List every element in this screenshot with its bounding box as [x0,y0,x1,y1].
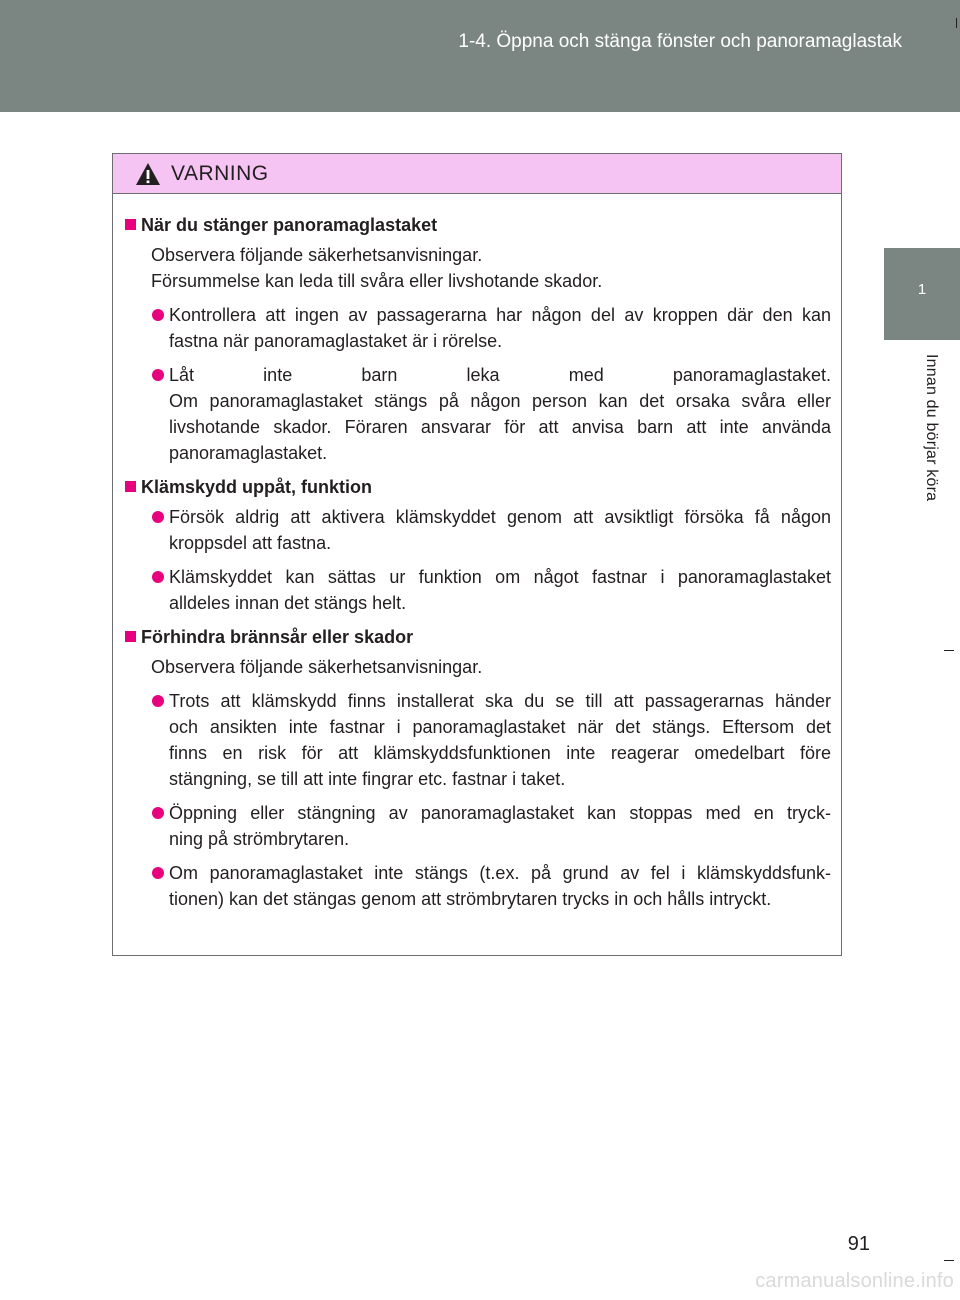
page-number: 91 [847,1233,870,1255]
bullet-line: Om panoramaglastaket inte stängs (t.ex. på grund av fel i klämskyddsfunk- [169,863,831,883]
warning-title: VARNING [171,162,269,185]
bullet-item [125,800,831,852]
warning-body [113,194,841,912]
chapter-title: 1-4. Öppna och stänga fönster och panoramaglastak [458,31,902,52]
section-intro [125,654,831,680]
bullet-line: och ansikten inte fastnar i panoramaglastaket när det stängs. Eftersom det [169,717,831,737]
intro-line: Försummelse kan leda till svåra eller livshotande skador. [151,271,603,291]
warning-triangle-icon [135,162,161,186]
bullet-item [125,302,831,354]
section-intro [125,242,831,294]
round-bullet-icon [152,511,164,523]
bullet-line: kroppsdel att fastna. [169,533,332,553]
crop-mark [944,1260,954,1261]
bullet-line: alldeles innan det stängs helt. [169,593,407,613]
bullet-line: Låt inte barn leka med panoramaglastaket. [169,365,831,385]
bullet-line: Klämskyddet kan sättas ur funktion om något fastnar i panoramaglastaket [169,567,831,587]
header-band [0,0,960,112]
bullet-item [125,362,831,466]
bullet-line: Kontrollera att ingen av passagerarna har någon del av kroppen där den kan [169,305,831,325]
round-bullet-icon [152,309,164,321]
warning-header [113,154,841,194]
side-tab-label: Innan du börjar köra [923,354,940,502]
section-title-text: När du stänger panoramaglastaket [141,215,438,235]
bullet-line: stängning, se till att inte fingrar etc. fastnar i taket. [169,769,566,789]
bullet-line: panoramaglastaket. [169,443,328,463]
bullet-line: livshotande skador. Föraren ansvarar för att anvisa barn att inte använda [169,417,831,437]
square-bullet-icon [125,219,136,230]
warning-box [112,153,842,956]
round-bullet-icon [152,571,164,583]
crop-mark [944,650,954,651]
bullet-line: Försök aldrig att aktivera klämskyddet genom att avsiktligt försöka få någon [169,507,831,527]
intro-line: Observera följande säkerhetsanvisningar. [151,245,483,265]
square-bullet-icon [125,631,136,642]
warning-section [125,474,831,616]
chapter-number: 1 [917,281,927,298]
bullet-item [125,688,831,792]
side-tab [884,248,960,340]
bullet-item [125,504,831,556]
section-title-text: Förhindra brännsår eller skador [141,627,414,647]
bullet-item [125,564,831,616]
square-bullet-icon [125,481,136,492]
round-bullet-icon [152,867,164,879]
bullet-line: Om panoramaglastaket stängs på någon person kan det orsaka svåra eller [169,391,831,411]
bullet-line: finns en risk för att klämskyddsfunktionen inte reagerar omedelbart före [169,743,831,763]
round-bullet-icon [152,695,164,707]
bullet-line: ning på strömbrytaren. [169,829,350,849]
warning-section [125,212,831,466]
bullet-item [125,860,831,912]
warning-section [125,624,831,912]
section-title-text: Klämskydd uppåt, funktion [141,477,373,497]
bullet-line: fastna när panoramaglastaket är i rörelse. [169,331,503,351]
section-title [125,624,831,650]
crop-mark [956,18,957,28]
section-title [125,212,831,238]
watermark: carmanualsonline.info [755,1270,954,1292]
bullet-line: Trots att klämskydd finns installerat ska du se till att passagerarnas händer [169,691,831,711]
round-bullet-icon [152,369,164,381]
section-title [125,474,831,500]
intro-line: Observera följande säkerhetsanvisningar. [151,657,483,677]
bullet-line: tionen) kan det stängas genom att strömbrytaren trycks in och hålls intryckt. [169,889,772,909]
bullet-line: Öppning eller stängning av panoramaglastaket kan stoppas med en tryck- [169,803,831,823]
round-bullet-icon [152,807,164,819]
